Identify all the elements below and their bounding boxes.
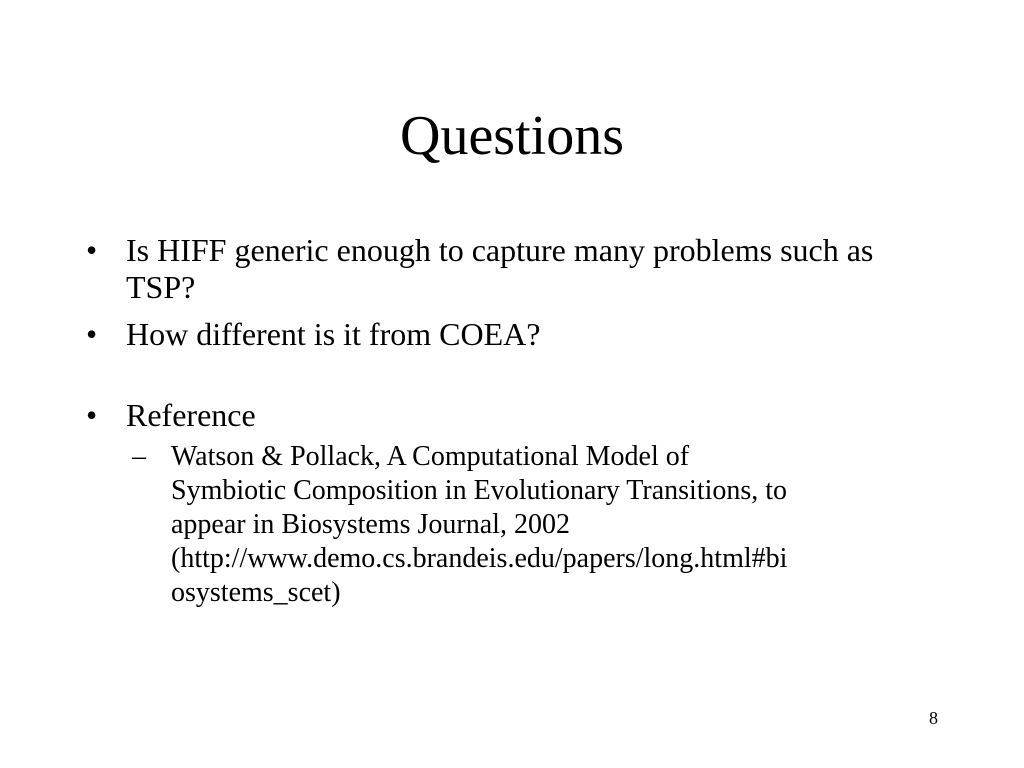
bullet-text: Reference xyxy=(126,397,256,433)
bullet-icon: • xyxy=(86,232,98,268)
bullet-item xyxy=(86,397,946,610)
bullet-icon: • xyxy=(86,397,98,433)
page-number: 8 xyxy=(929,708,938,728)
bullet-list xyxy=(86,232,946,610)
slide-title: Questions xyxy=(400,105,624,167)
bullet-item xyxy=(86,232,946,306)
bullet-text: How different is it from COEA? xyxy=(126,316,541,352)
reference-text: Watson & Pollack, A Computational Model of Symbiotic Composition in Evolutionary Transitions, to appear in Biosystems Journal, 2002 (http://www.demo.cs.brandeis.edu/papers/long.html#bi osystems_scet) xyxy=(171,441,788,608)
dash-icon: – xyxy=(132,441,146,472)
bullet-item xyxy=(86,316,946,353)
sub-bullet-item xyxy=(126,440,946,610)
bullet-text: Is HIFF generic enough to capture many problems such as TSP? xyxy=(126,232,874,305)
bullet-icon: • xyxy=(86,316,98,352)
sub-bullet-list xyxy=(126,440,946,610)
